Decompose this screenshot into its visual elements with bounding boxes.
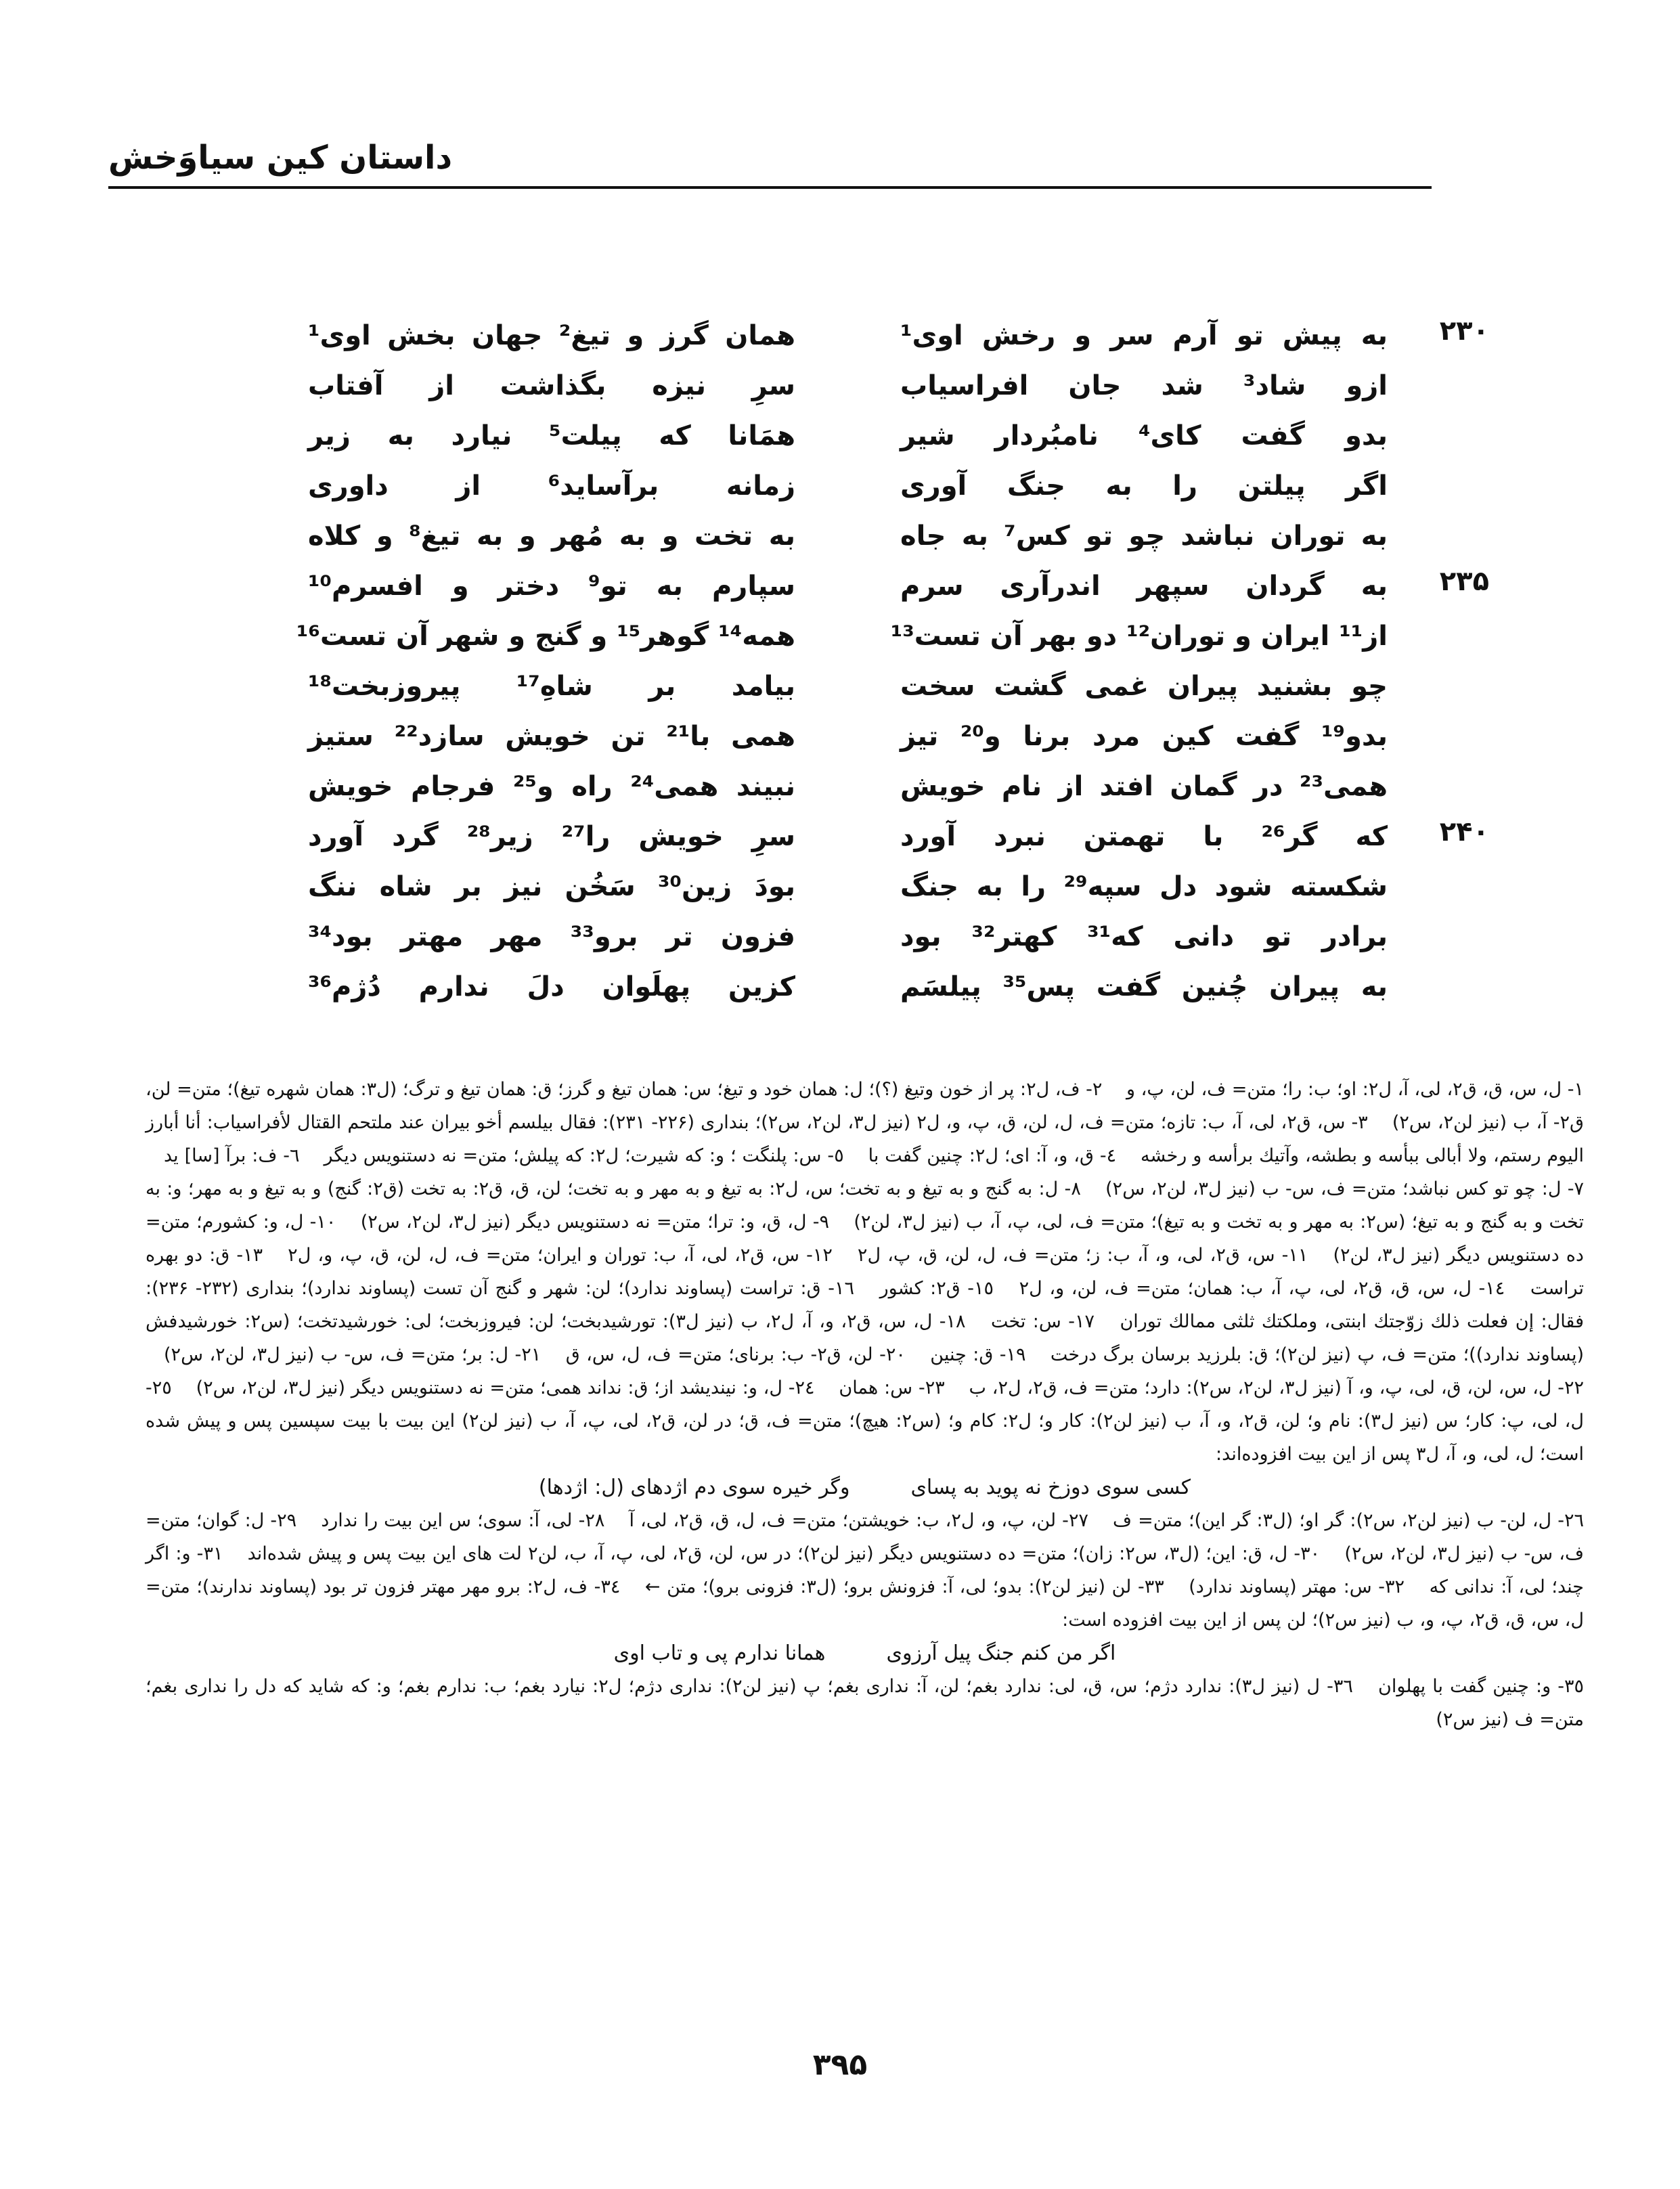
footnote: ٢١- ل: بر؛ متن= ف، س- ب (نیز ل۳، لن۲، س۲) (146, 1344, 541, 1365)
footnote: ٣٤- ف، ل۲: برو مهر مهتر فزون تر بود (پساوند ندارند)؛ متن= ل، س، ق، ق۲، پ، و، ب (نیز س۲)؛ لن پس از این بیت افزوده است: (146, 1576, 1584, 1631)
footnote: ٣٣- لن (نیز لن۲): بدو؛ لی، آ: فزونش برو؛ (ل۳: فزونی برو)؛ متن ← (626, 1576, 1164, 1597)
footnote: ٣١- و: اگر چند؛ لی، آ: ندانی که (146, 1543, 1584, 1597)
added-verse-second: وگر خیره سوی دم اژدهای (ل: اژدها) (538, 1476, 850, 1499)
hemistich-first: چو بشنید پیران غمی گشت سخت (900, 671, 1388, 702)
running-header (108, 139, 1428, 177)
header-rule (108, 186, 1432, 189)
footnote: ٢٧- لن، پ، و، ل۲، ب: خویشتن؛ متن= ف، ل، ق، ق۲، لی، آ (611, 1510, 1088, 1531)
hemistich-first: شکسته شود دل سپه²⁹ را به جنگ (900, 871, 1388, 902)
hemistich-first: بدو¹⁹ گفت کین مرد برنا و²⁰ تیز (900, 721, 1388, 752)
footnote: ٢٥- ل، لی، پ: کار؛ س (نیز ل۳): نام و؛ لن، ق۲، و، آ، ب (نیز لن۲): کار و؛ ل۲: کام و؛ (س۲: هیچ)؛ متن= ف، ق؛ در لن، ق۲، لی، پ، آ، ب (نیز لن۲) این بیت با بیت سپسین پس و پیش شده است؛ ل، لی، و، آ، ل۳ پس از این بیت افزوده‌اند: (146, 1377, 1584, 1465)
added-verse (146, 1471, 1584, 1504)
footnote: ٢٨- لی، آ: سوی؛ س این بیت را ندارد (303, 1510, 605, 1531)
hemistich-first: به گردان سپهر اندرآری سرم (900, 571, 1388, 602)
footnote: ٣٦- ل (نیز ل۳): ندارد دژم؛ س، ق، لی: ندارد بغم؛ لن، آ: نداری بغم؛ پ (نیز لن۲): نداری دژم؛ ل۲: نیارد بغم؛ ب: ندارم بغم؛ و: که شاید که دل را نداری بغم؛ متن= ف (نیز س۲) (146, 1676, 1584, 1730)
verse-number: ۲۳۰ (1439, 315, 1489, 347)
footnote: ٣٥- و: چنین گفت با پهلوان (1360, 1676, 1584, 1697)
hemistich-second: سرِ خویش را²⁷ زیر²⁸ گرد آورد (308, 821, 796, 852)
hemistich-first: به توران نباشد چو تو کس⁷ به جاه (900, 521, 1388, 552)
page-number: ۳۹۵ (812, 2048, 868, 2082)
footnote: ٦- ف: برآ [سا] ید (146, 1145, 300, 1166)
hemistich-first: ازو شاد³ شد جان افراسیاب (900, 370, 1388, 401)
footnote: ٢٣- س: همان (820, 1377, 945, 1398)
hemistich-second: سرِ نیزه بگذاشت از آفتاب (308, 370, 795, 401)
footnote: ٨- ل: به گنج و به تیغ و به تخت؛ س، ل۲: به تیغ و به مهر و به تخت؛ لن، ق، ق۲: به تخت (ق۲: گنج) و به تیغ و به مهر؛ و: به تخت و به گنج و به تیغ؛ (س۲: به مهر و به تخت و به تیغ)؛ متن= ف، لی، پ، آ، ب (نیز ل۳، لن۲) (146, 1178, 1584, 1233)
footnote: ١٨- ل، س، ق۲، و، آ، ل۲، ب (نیز ل۳): تورشیدبخت؛ لن: فیروزبخت؛ لی: خورشیدتخت؛ (س۲: خورشیدفش (پساوند ندارد))؛ متن= ف، پ (نیز لن۲)؛ ق: بلرزید برسان برگ درخت (146, 1311, 1584, 1365)
footnote: ۳- س، ق۲، لی، آ، ب: تازه؛ متن= ف، ل، لن، ق، پ، و، ل۲ (نیز ل۳، لن۲، س۲)؛ بنداری (۲۲۶- ۲۳۱): فقال بیلسم أخو بیران عند ملتحم القتال لأفراسیاب: أنا أبارز الیوم رستم، ولا أبالی ببأسه و بطشه، وآتیك برأسه و رخشه (146, 1112, 1584, 1166)
hemistich-first: به پیش تو آرم سر و رخش اوی¹ (900, 320, 1388, 351)
hemistich-second: به تخت و به مُهر و به تیغ⁸ و کلاه (308, 521, 795, 552)
footnote: ٣٠- ل، ق: این؛ (ل۳، س۲: زان)؛ متن= ده دستنویس دیگر (نیز لن۲)؛ در س، لن، ق۲، لی، پ، آ، ب، لن۲ لت های این بیت پس و پیش شده‌اند (229, 1543, 1321, 1564)
footnote: ١٤- ل، س، ق، ق۲، لی، پ، آ، ب: همان؛ متن= ف، لن، و، ل۲ (1000, 1278, 1505, 1299)
footnote: ١٢- س، ق۲، لی، آ، ب: توران و ایران؛ متن= ف، ل، لن، ق، پ، و، ل۲ (269, 1245, 833, 1266)
added-verse-first: اگر من کنم جنگ پیل آرزوی (886, 1641, 1116, 1665)
footnote: ۱- ل، س، ق، ق۲، لی، آ، ل۲: او؛ ب: را؛ متن= ف، لن، پ، و (1107, 1079, 1584, 1100)
hemistich-second: همَانا که پیلت⁵ نیارد به زیر (308, 420, 796, 451)
footnote: ٧- ل: چو تو کس نباشد؛ متن= ف، س- ب (نیز ل۳، لن۲، س۲) (1087, 1178, 1585, 1199)
footnotes (146, 1073, 1584, 1736)
hemistich-first: اگر پیلتن را به جنگ آوری (900, 470, 1388, 502)
footnote: ٩- ل، ق، و: ترا؛ متن= نه دستنویس دیگر (نیز ل۳، لن۲، س۲) (342, 1212, 830, 1233)
hemistich-first: به پیران چُنین گفت پس³⁵ پیلسَم (900, 971, 1388, 1002)
footnote: ٥- س: پلنگت ؛ و: که شیرت؛ ل۲: که پیلش؛ متن= نه دستنویس دیگر (305, 1145, 844, 1166)
hemistich-second: همه¹⁴ گوهر¹⁵ و گنج و شهر آن تست¹⁶ (296, 621, 795, 652)
footnote: ١١- س، ق۲، لی، و، آ، ب: ز؛ متن= ف، ل، لن، ق، پ، ل۲ (839, 1245, 1308, 1266)
hemistich-second: بودَ زین³⁰ سَخُن نیز بر شاه ننگ (308, 871, 795, 902)
hemistich-second: فزون تر برو³³ مهر مهتر بود³⁴ (308, 921, 795, 952)
footnote: ١٩- ق: چنین (912, 1344, 1026, 1365)
verse-number: ۲۴۰ (1439, 816, 1489, 847)
footnote: ٢٦- ل، لن- ب (نیز لن۲، س۲): گر او؛ (ل۳: گر این)؛ متن= ف (1095, 1510, 1584, 1531)
hemistich-first: که گر²⁶ با تهمتن نبرد آورد (900, 821, 1388, 852)
added-verse-first: کسی سوی دوزخ نه پوید به پسای (910, 1476, 1191, 1499)
footnote: ١٦- ق: تراست (پساوند ندارد)؛ لن: شهر و گنج آن تست (پساوند ندارد)؛ بنداری (۲۳۲- ۲۳۶): فقال: إن فعلت ذلك زوّجتك ابنتی، وملكتك ثلثی ممالك توران (146, 1278, 1584, 1332)
hemistich-first: از¹¹ ایران و توران¹² دو بهر آن تست¹³ (890, 621, 1388, 652)
hemistich-second: نبیند همی²⁴ راه و²⁵ فرجام خویش (308, 771, 795, 802)
footnote: ١٥- ق۲: کشور (861, 1278, 994, 1299)
hemistich-first: همی²³ در گمان افتد از نام خویش (900, 771, 1388, 802)
footnote: ٢٠- لن، ق۲- ب: برنای؛ متن= ف، ل، س، ق (547, 1344, 906, 1365)
hemistich-first: برادر تو دانی که³¹ کهتر³² بود (900, 921, 1388, 952)
hemistich-second: سپارم به تو⁹ دختر و افسرم¹⁰ (308, 571, 795, 602)
added-verse (146, 1637, 1584, 1670)
footnote: ١٣- ق: دو بهره تراست (146, 1245, 1584, 1299)
hemistich-first: بدو گفت کای⁴ نامبُردار شیر (900, 420, 1388, 451)
running-title: داستان کین سیاوَخش (108, 139, 453, 177)
footnote: ٢٢- ل، س، لن، ق، لی، پ، و، آ (نیز ل۳، لن۲، س۲): دارد؛ متن= ف، ق۲، ل۲، ب (950, 1377, 1584, 1398)
footnote: ٣٢- س: مهتر (پساوند ندارد) (1170, 1576, 1405, 1597)
hemistich-second: زمانه برآساید⁶ از داوری (308, 470, 795, 502)
added-verse-second: همانا ندارم پی و تاب اوی (613, 1641, 826, 1665)
footnote: ١٧- س: تخت (972, 1311, 1095, 1332)
verse-number: ۲۳۵ (1439, 566, 1489, 597)
footnote: ٤- ق، و، آ: ای؛ ل۲: چنین گفت با (849, 1145, 1117, 1166)
footnote: ٢٤- ل، و: نیندیشد از؛ ق: نداند همی؛ متن= نه دستنویس دیگر (نیز ل۳، لن۲، س۲) (177, 1377, 815, 1398)
couplet (244, 949, 1462, 1007)
footnote: ٢٩- ل: گوان؛ متن= ف، س- ب (نیز ل۳، لن۲، س۲) (146, 1510, 1584, 1564)
footnote: ۲- ف، ل۲: پر از خون وتیغ (؟)؛ ل: همان خود و تیغ؛ س: همان تیغ و گرز؛ ق: همان تیغ و ترگ؛ (ل۳: همان شهره تیغ)؛ متن= لن، ق۲- آ، ب (نیز لن۲، س۲) (146, 1079, 1584, 1133)
hemistich-second: همی با²¹ تن خویش سازد²² ستیز (308, 721, 796, 752)
footnote: ١٠- ل، و: کشورم؛ متن= ده دستنویس دیگر (نیز ل۳، لن۲) (146, 1212, 1584, 1266)
hemistich-second: همان گرز و تیغ² جهان بخش اوی¹ (308, 320, 795, 351)
hemistich-second: کزین پهلَوان دلَ ندارم دُژم³⁶ (308, 971, 795, 1002)
hemistich-second: بیامد بر شاهِ¹⁷ پیروزبخت¹⁸ (308, 671, 795, 702)
